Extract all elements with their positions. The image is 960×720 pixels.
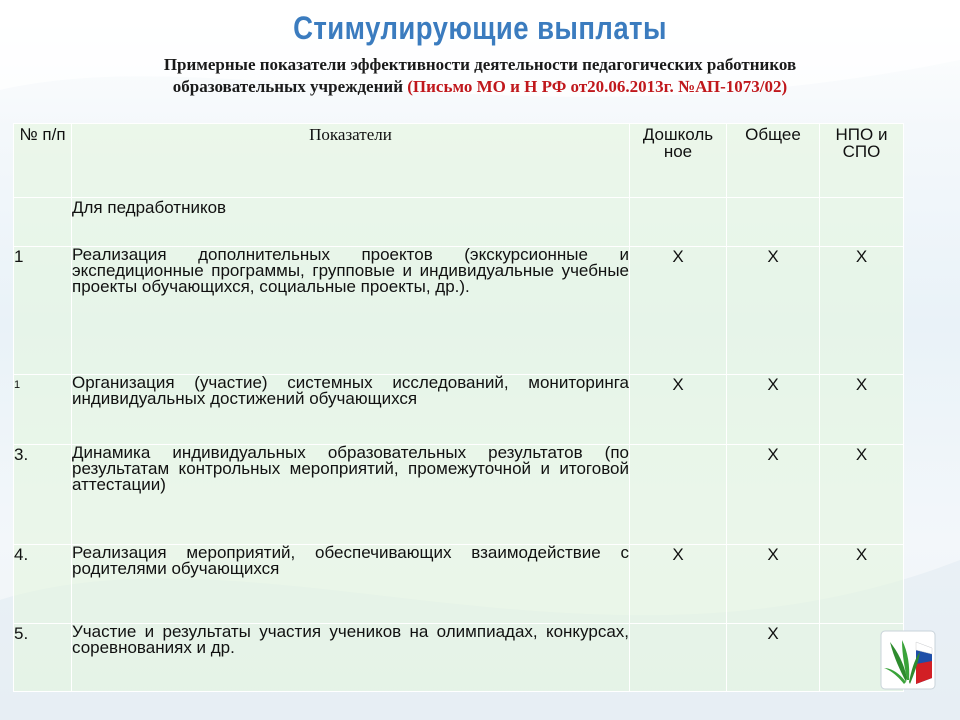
row-num: 4. bbox=[14, 545, 72, 624]
row-indicator: Динамика индивидуальных образовательных результатов (по результатам контрольных мероприятий, промежуточной и итоговой аттестации) bbox=[72, 445, 630, 545]
table-header-row bbox=[14, 124, 904, 198]
header-num: № п/п bbox=[14, 124, 72, 198]
row-preschool-mark: X bbox=[630, 545, 727, 624]
row-num: 1 bbox=[14, 375, 72, 445]
subtitle-reference: (Письмо МО и Н РФ от20.06.2013г. №АП-1073/02) bbox=[407, 77, 788, 96]
row-num: 3. bbox=[14, 445, 72, 545]
row-general-mark: X bbox=[727, 247, 820, 375]
row-indicator: Организация (участие) системных исследований, мониторинга индивидуальных достижений обучающихся bbox=[72, 375, 630, 445]
row-preschool-mark bbox=[630, 445, 727, 545]
union-emblem-icon bbox=[880, 630, 936, 690]
row-general-mark: X bbox=[727, 545, 820, 624]
header-indicators: Показатели bbox=[72, 124, 630, 198]
section-row bbox=[14, 198, 904, 247]
table-row bbox=[14, 545, 904, 624]
row-general-mark: X bbox=[727, 624, 820, 692]
row-preschool-mark bbox=[630, 624, 727, 692]
page-title: Стимулирующие выплаты bbox=[293, 10, 667, 46]
row-general-mark: X bbox=[727, 445, 820, 545]
header-preschool: Дошколь ное bbox=[630, 124, 727, 198]
subtitle-line-1: Примерные показатели эффективности деятельности педагогических работников bbox=[163, 55, 797, 74]
row-indicator: Участие и результаты участия учеников на олимпиадах, конкурсах, соревнованиях и др. bbox=[72, 624, 630, 692]
row-indicator: Реализация дополнительных проектов (экскурсионные и экспедиционные программы, групповые и индивидуальные учебные проекты обучающихся, социальные проекты, др.). bbox=[72, 247, 630, 375]
section-label: Для педработников bbox=[72, 198, 630, 247]
row-indicator: Реализация мероприятий, обеспечивающих взаимодействие с родителями обучающихся bbox=[72, 545, 630, 624]
table-row bbox=[14, 445, 904, 545]
row-general-mark: X bbox=[727, 375, 820, 445]
row-preschool-mark: X bbox=[630, 247, 727, 375]
row-num: 1 bbox=[14, 247, 72, 375]
table-row bbox=[14, 375, 904, 445]
row-npo-spo-mark: X bbox=[820, 247, 904, 375]
row-npo-spo-mark: X bbox=[820, 445, 904, 545]
header-general: Общее bbox=[727, 124, 820, 198]
row-num: 5. bbox=[14, 624, 72, 692]
table-row bbox=[14, 624, 904, 692]
page-subtitle bbox=[40, 54, 920, 98]
subtitle-line-2-text: образовательных учреждений bbox=[172, 77, 403, 96]
row-npo-spo-mark: X bbox=[820, 545, 904, 624]
header-npo-spo: НПО и СПО bbox=[820, 124, 904, 198]
row-preschool-mark: X bbox=[630, 375, 727, 445]
indicators-table bbox=[13, 123, 904, 692]
table-row bbox=[14, 247, 904, 375]
row-npo-spo-mark: X bbox=[820, 375, 904, 445]
subtitle-line-2 bbox=[40, 76, 920, 98]
